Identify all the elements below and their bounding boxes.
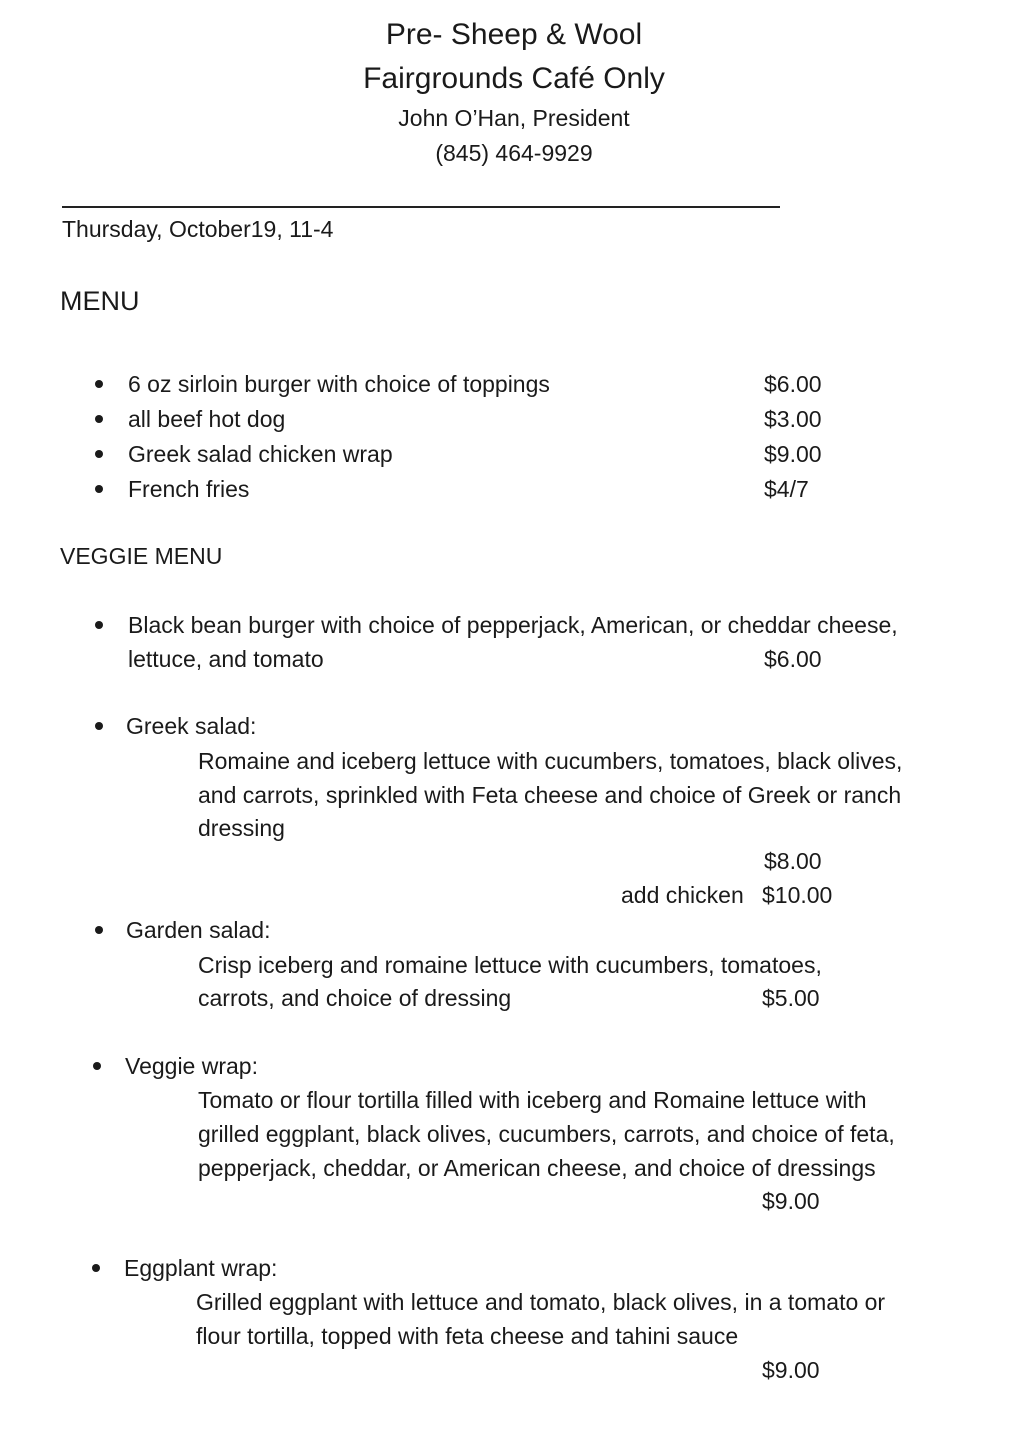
- item-price: $5.00: [762, 985, 820, 1011]
- item-description-line: Crisp iceberg and romaine lettuce with cucumbers, tomatoes,: [198, 952, 822, 978]
- item-description-line: pepperjack, cheddar, or American cheese, and choice of dressings: [198, 1155, 876, 1181]
- item-description-line: flour tortilla, topped with feta cheese and tahini sauce: [196, 1323, 739, 1349]
- phone-number: (845) 464-9929: [435, 140, 593, 166]
- menu-heading: MENU: [60, 286, 140, 316]
- date-line: Thursday, October19, 11-4: [62, 216, 334, 242]
- item-description-line: Grilled eggplant with lettuce and tomato, black olives, in a tomato or: [196, 1289, 886, 1315]
- menu-item-price: $4/7: [764, 476, 809, 502]
- item-description-line: Tomato or flour tortilla filled with iceberg and Romaine lettuce with: [198, 1087, 867, 1113]
- item-price: $8.00: [764, 848, 822, 874]
- item-description-line: dressing: [198, 815, 285, 841]
- item-title: Veggie wrap:: [125, 1053, 258, 1079]
- item-title: Eggplant wrap:: [124, 1255, 278, 1281]
- president-line: John O’Han, President: [398, 105, 630, 131]
- bullet-icon: [95, 621, 103, 629]
- title-line-2: Fairgrounds Café Only: [363, 62, 665, 95]
- item-price: $9.00: [762, 1188, 820, 1214]
- addon-label: add chicken: [621, 882, 744, 908]
- header-divider: [62, 206, 780, 208]
- item-description-line: Black bean burger with choice of pepperjack, American, or cheddar cheese,: [128, 612, 898, 638]
- item-price: $9.00: [762, 1357, 820, 1383]
- menu-item-name: French fries: [128, 476, 250, 502]
- addon-price: $10.00: [762, 882, 833, 908]
- bullet-icon: [93, 1062, 101, 1070]
- menu-item-name: Greek salad chicken wrap: [128, 441, 393, 467]
- item-description-line: lettuce, and tomato: [128, 646, 324, 672]
- item-description-line: Romaine and iceberg lettuce with cucumbers, tomatoes, black olives,: [198, 748, 903, 774]
- menu-item-price: $6.00: [764, 371, 822, 397]
- item-price: $6.00: [764, 646, 822, 672]
- menu-item-name: 6 oz sirloin burger with choice of toppings: [128, 371, 550, 397]
- item-title: Greek salad:: [126, 713, 257, 739]
- menu-item-name: all beef hot dog: [128, 406, 286, 432]
- bullet-icon: [95, 485, 103, 493]
- title-line-1: Pre- Sheep & Wool: [385, 18, 643, 51]
- menu-item-price: $9.00: [764, 441, 822, 467]
- bullet-icon: [95, 926, 103, 934]
- bullet-icon: [95, 380, 103, 388]
- bullet-icon: [95, 722, 103, 730]
- veggie-menu-heading: VEGGIE MENU: [60, 543, 223, 569]
- item-description-line: and carrots, sprinkled with Feta cheese and choice of Greek or ranch: [198, 782, 902, 808]
- item-description-line: carrots, and choice of dressing: [198, 985, 512, 1011]
- bullet-icon: [92, 1264, 100, 1272]
- menu-item-price: $3.00: [764, 406, 822, 432]
- bullet-icon: [95, 450, 103, 458]
- item-title: Garden salad:: [126, 917, 271, 943]
- bullet-icon: [95, 415, 103, 423]
- item-description-line: grilled eggplant, black olives, cucumbers, carrots, and choice of feta,: [198, 1121, 895, 1147]
